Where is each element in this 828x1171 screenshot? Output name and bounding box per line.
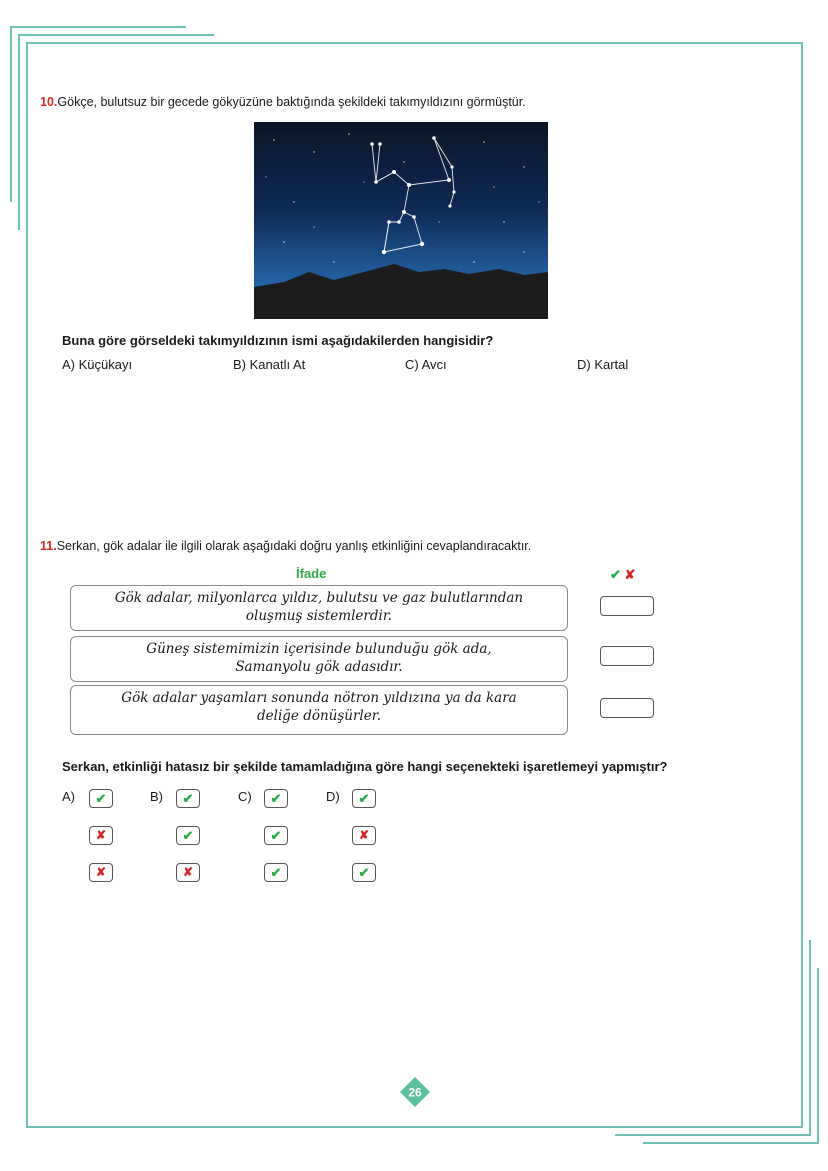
answer-box-3[interactable]	[600, 698, 654, 718]
answer-d-mark-1: ✔	[352, 789, 376, 808]
question-10-body: Gökçe, bulutsuz bir gecede gökyüzüne baktığında şekildeki takımyıldızını görmüştür.	[57, 95, 526, 109]
question-11-text	[40, 539, 531, 553]
page-number-badge	[400, 1077, 430, 1107]
option-a[interactable]: A) Küçükayı	[62, 357, 133, 372]
check-icon: ✔	[610, 567, 621, 582]
cross-icon: ✘	[624, 567, 636, 582]
answer-b-mark-3: ✘	[176, 863, 200, 882]
answer-d-mark-3: ✔	[352, 863, 376, 882]
question-10-text	[40, 95, 526, 109]
answer-a-mark-2: ✘	[89, 826, 113, 845]
constellation-image	[254, 122, 548, 319]
answer-letter-d[interactable]: D)	[326, 789, 340, 804]
question-10-stem: Buna göre görseldeki takımyıldızının ismi aşağıdakilerden hangisidir?	[62, 333, 494, 348]
question-11-stem: Serkan, etkinliği hatasız bir şekilde tamamladığına göre hangi seçenekteki işaretlemeyi yapmıştır?	[62, 759, 668, 774]
question-10-number: 10.	[40, 95, 58, 109]
option-c[interactable]: C) Avcı	[405, 357, 447, 372]
answer-letter-b[interactable]: B)	[150, 789, 163, 804]
option-b[interactable]: B) Kanatlı At	[233, 357, 306, 372]
answer-letter-a[interactable]: A)	[62, 789, 75, 804]
answer-c-mark-3: ✔	[264, 863, 288, 882]
question-11-body: Serkan, gök adalar ile ilgili olarak aşağıdaki doğru yanlış etkinliğini cevaplandıracaktır.	[56, 539, 532, 553]
statement-2: Güneş sistemimizin içerisinde bulunduğu gök ada, Samanyolu gök adasıdır.	[70, 636, 568, 682]
answer-a-mark-3: ✘	[89, 863, 113, 882]
answer-box-2[interactable]	[600, 646, 654, 666]
true-false-header	[610, 567, 635, 583]
statement-1: Gök adalar, milyonlarca yıldız, bulutsu ve gaz bulutlarından oluşmuş sistemlerdir.	[70, 585, 568, 631]
option-d[interactable]: D) Kartal	[577, 357, 629, 372]
answer-b-mark-1: ✔	[176, 789, 200, 808]
question-11-number: 11.	[40, 539, 57, 553]
answer-d-mark-2: ✘	[352, 826, 376, 845]
statement-3: Gök adalar yaşamları sonunda nötron yıldızına ya da kara deliğe dönüşürler.	[70, 685, 568, 735]
answer-box-1[interactable]	[600, 596, 654, 616]
answer-a-mark-1: ✔	[89, 789, 113, 808]
statement-header: İfade	[296, 566, 327, 581]
answer-c-mark-1: ✔	[264, 789, 288, 808]
page-number: 26	[408, 1085, 422, 1100]
answer-c-mark-2: ✔	[264, 826, 288, 845]
answer-letter-c[interactable]: C)	[238, 789, 252, 804]
answer-b-mark-2: ✔	[176, 826, 200, 845]
